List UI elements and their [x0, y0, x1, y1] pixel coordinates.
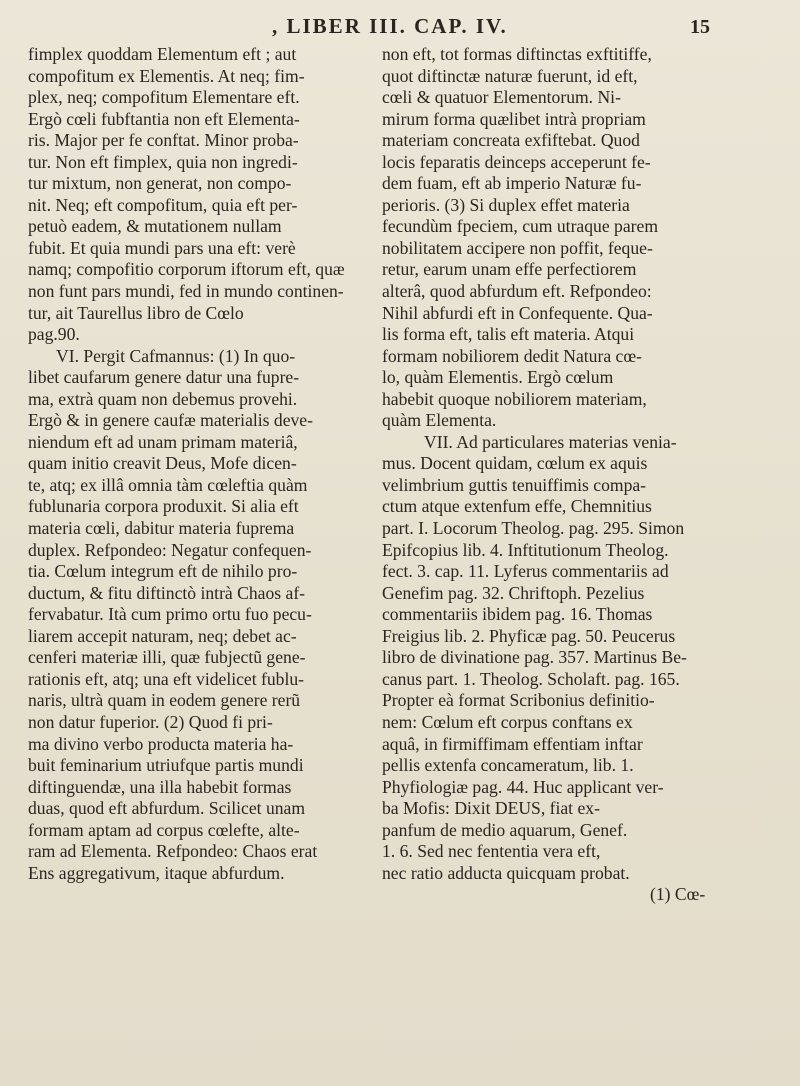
text-line: Phyfiologiæ pag. 44. Huc applicant ver-: [382, 776, 664, 797]
text-line: ma divino verbo producta materia ha-: [28, 733, 294, 754]
text-line: non datur fuperior. (2) Quod fi pri-: [28, 711, 273, 732]
text-line: petuò eadem, & mutationem nullam: [28, 216, 282, 237]
text-line: tur, ait Taurellus libro de Cœlo: [28, 302, 244, 323]
text-line: formam nobiliorem dedit Natura cœ-: [382, 345, 642, 366]
bottom-margin: [0, 1060, 800, 1086]
text-line: fect. 3. cap. 11. Lyferus commentariis ad: [382, 561, 669, 582]
text-line: te, atq; ex illâ omnia tàm cœleftia quàm: [28, 474, 308, 495]
text-line: niendum eft ad unam primam materiâ,: [28, 431, 298, 452]
text-line: perioris. (3) Si duplex effet materia: [382, 194, 630, 215]
text-line: canus part. 1. Theolog. Scholaft. pag. 165.: [382, 668, 680, 689]
text-line: lis forma eft, talis eft materia. Atqui: [382, 324, 635, 345]
text-line: nec ratio adducta quicquam probat.: [382, 862, 630, 883]
text-line: pellis extenfa concameratum, lib. 1.: [382, 755, 634, 776]
text-line: mirum forma quælibet intrà propriam: [382, 108, 646, 129]
text-line: (1) Cœ-: [650, 884, 706, 905]
text-line: aquâ, in firmiffimam effentiam inftar: [382, 733, 643, 754]
text-line: ma, extrà quam non debemus provehi.: [28, 388, 298, 409]
text-line: habebit quoque nobiliorem materiam,: [382, 388, 647, 409]
text-line: nit. Neq; eft compofitum, quia eft per-: [28, 194, 298, 215]
text-line: Ergò & in genere caufæ materialis deve-: [28, 410, 313, 431]
text-line: compofitum ex Elementis. At neq; fim-: [28, 65, 305, 86]
text-line: duas, quod eft abfurdum. Scilicet unam: [28, 798, 306, 819]
text-line: VII. Ad particulares materias venia-: [424, 431, 677, 452]
text-line: VI. Pergit Cafmannus: (1) In quo-: [56, 345, 296, 366]
text-line: alterâ, quod abfurdum eft. Refpondeo:: [382, 281, 652, 302]
text-line: ctum atque extenfum effe, Chemnitius: [382, 496, 652, 517]
text-line: ductum, & fitu diftinctò intrà Chaos af-: [28, 582, 306, 603]
text-line: dem fuam, eft ab imperio Naturæ fu-: [382, 173, 642, 194]
text-line: nobilitatem accipere non poffit, feque-: [382, 237, 653, 258]
text-line: rationis eft, atq; una eft videlicet fublu-: [28, 668, 305, 689]
text-line: quot diftinctæ naturæ fuerunt, id eft,: [382, 65, 638, 86]
text-line: tia. Cœlum integrum eft de nihilo pro-: [28, 561, 298, 582]
text-line: fublunaria corpora produxit. Si alia eft: [28, 496, 299, 517]
text-line: ris. Major per fe conftat. Minor proba-: [28, 130, 299, 151]
text-line: velimbrium guttis tenuiffimis compa-: [382, 474, 647, 495]
text-line: libro de divinatione pag. 357. Martinus Be-: [382, 647, 687, 668]
text-line: retur, earum unam effe perfectiorem: [382, 259, 637, 280]
right-column: [382, 44, 780, 906]
text-line: libet caufarum genere datur una fupre-: [28, 367, 300, 388]
text-line: quam initio creavit Deus, Mofe dicen-: [28, 453, 297, 474]
text-line: fubit. Et quia mundi pars una eft: verè: [28, 237, 296, 258]
text-line: locis feparatis deinceps acceperunt fe-: [382, 151, 651, 172]
text-line: nem: Cœlum eft corpus conftans ex: [382, 711, 633, 732]
text-line: Ens aggregativum, itaque abfurdum.: [28, 862, 285, 883]
text-line: materiam concreata exfiftebat. Quod: [382, 130, 640, 151]
text-line: materia cœli, dabitur materia fuprema: [28, 518, 295, 539]
text-line: plex, neq; compofitum Elementare eft.: [28, 87, 300, 108]
text-line: panfum de medio aquarum, Genef.: [382, 819, 628, 840]
text-line: non funt pars mundi, fed in mundo continen-: [28, 281, 344, 302]
text-line: liarem accepit naturam, neq; debet ac-: [28, 625, 297, 646]
text-line: cenferi materiæ illi, quæ fubjectũ gene-: [28, 647, 306, 668]
left-column: [28, 44, 374, 884]
page-header: [0, 14, 800, 44]
text-line: formam aptam ad corpus cœlefte, alte-: [28, 819, 300, 840]
page-number: 15: [690, 16, 710, 38]
text-line: tur. Non eft fimplex, quia non ingredi-: [28, 151, 298, 172]
running-head: , LIBER III. CAP. IV.: [272, 14, 508, 38]
text-line: Propter eà format Scribonius definitio-: [382, 690, 655, 711]
text-line: fimplex quoddam Elementum eft ; aut: [28, 44, 297, 64]
text-line: part. I. Locorum Theolog. pag. 295. Simon: [382, 518, 685, 539]
text-line: fecundùm fpeciem, cum utraque parem: [382, 216, 659, 237]
text-line: lo, quàm Elementis. Ergò cœlum: [382, 367, 614, 388]
text-line: diftinguendæ, una illa habebit formas: [28, 776, 292, 797]
text-line: quàm Elementa.: [382, 410, 497, 431]
text-line: Freigius lib. 2. Phyficæ pag. 50. Peucerus: [382, 625, 676, 646]
text-line: buit feminarium utriufque partis mundi: [28, 755, 304, 776]
text-line: fervabatur. Ità cum primo ortu fuo pecu-: [28, 604, 312, 625]
text-line: namq; compofitio corporum iftorum eft, quæ: [28, 259, 345, 280]
text-line: 1. 6. Sed nec fententia vera eft,: [382, 841, 601, 862]
text-line: non eft, tot formas diftinctas exftitiffe,: [382, 44, 652, 64]
text-line: duplex. Refpondeo: Negatur confequen-: [28, 539, 312, 560]
text-line: ba Mofis: Dixit DEUS, fiat ex-: [382, 798, 600, 819]
text-line: ram ad Elementa. Refpondeo: Chaos erat: [28, 841, 318, 862]
text-line: mus. Docent quidam, cœlum ex aquis: [382, 453, 648, 474]
text-line: Epifcopius lib. 4. Inftitutionum Theolog.: [382, 539, 669, 560]
text-line: Ergò cœli fubftantia non eft Elementa-: [28, 108, 300, 129]
text-line: naris, ultrà quam in eodem genere rerũ: [28, 690, 301, 711]
text-line: pag.90.: [28, 324, 80, 345]
text-line: cœli & quatuor Elementorum. Ni-: [382, 87, 621, 108]
text-line: Genefim pag. 32. Chriftoph. Pezelius: [382, 582, 645, 603]
text-line: commentariis ibidem pag. 16. Thomas: [382, 604, 653, 625]
text-line: Nihil abfurdi eft in Confequente. Qua-: [382, 302, 653, 323]
text-line: tur mixtum, non generat, non compo-: [28, 173, 292, 194]
